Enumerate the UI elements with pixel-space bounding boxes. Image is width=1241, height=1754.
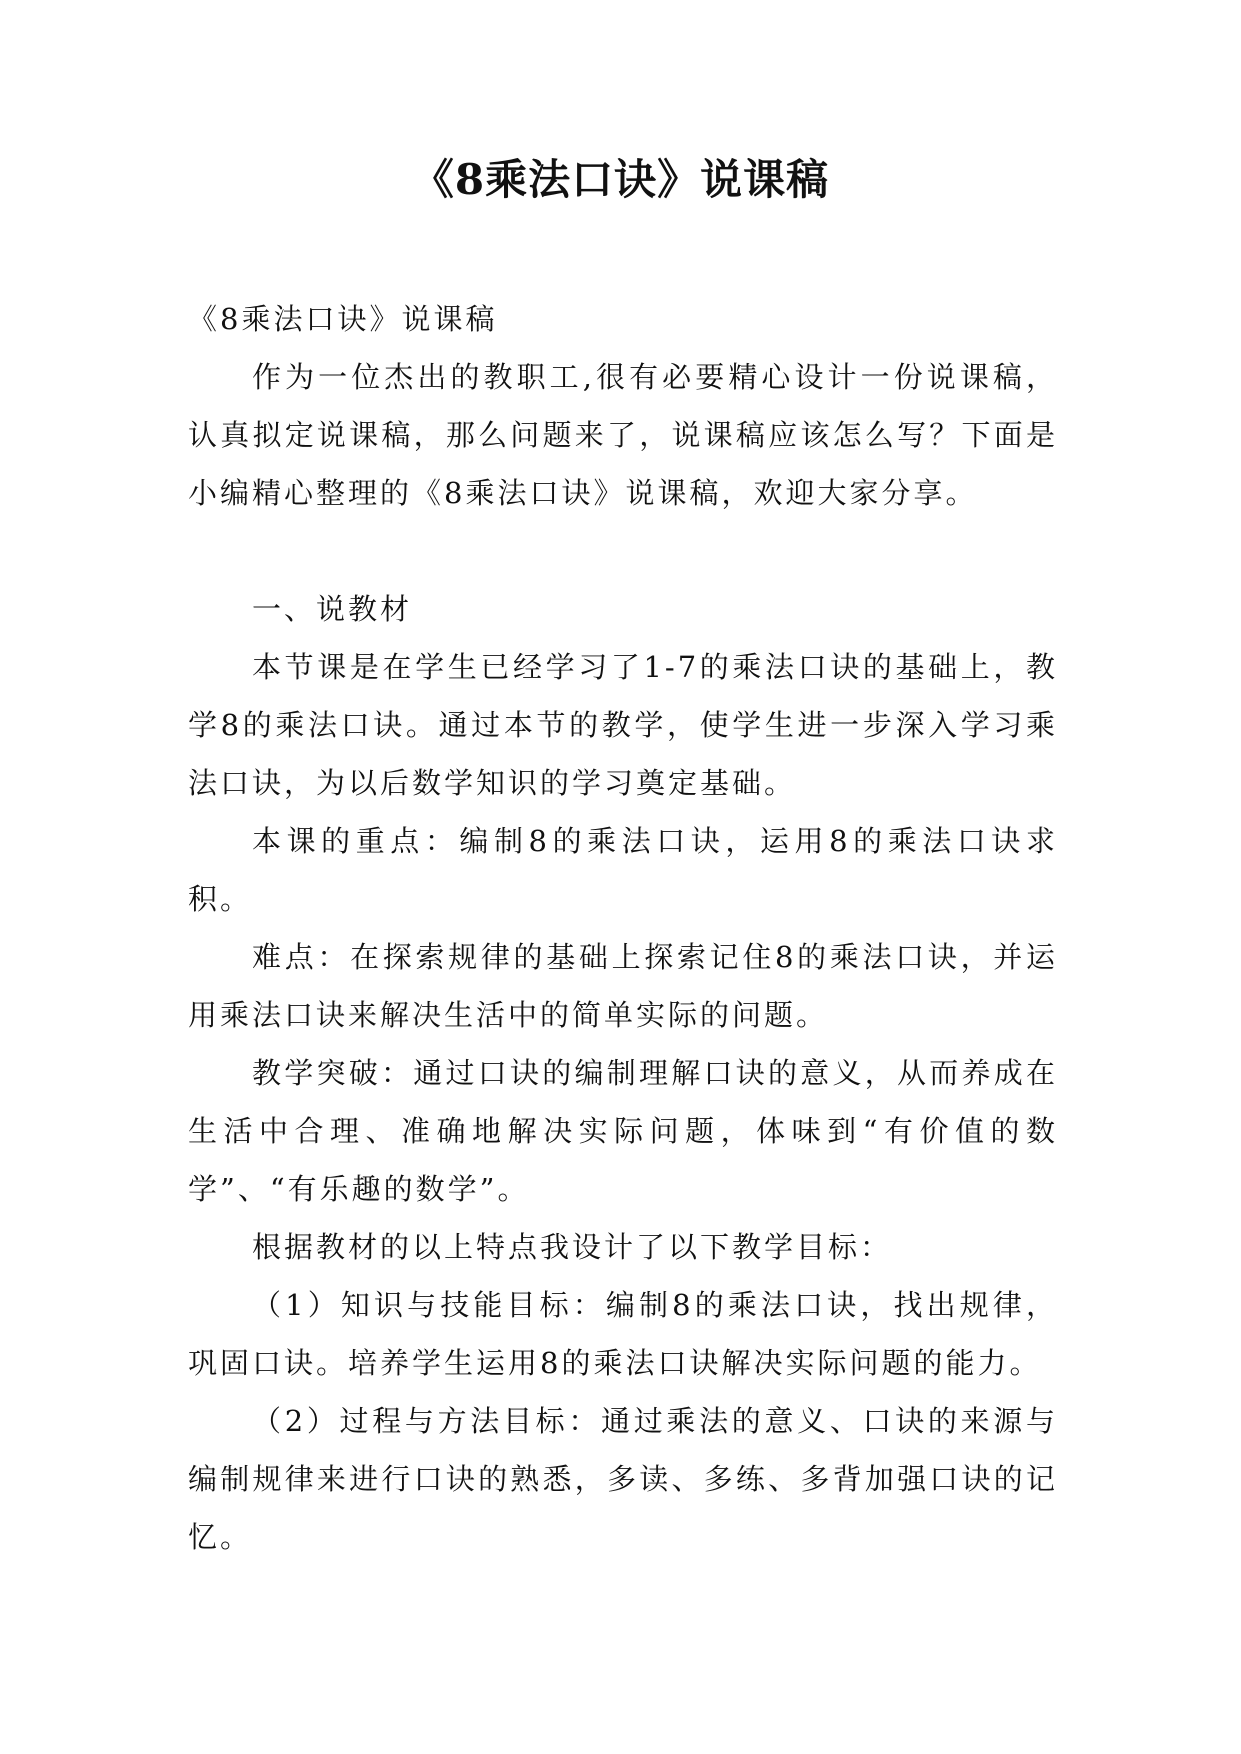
document-body — [188, 290, 1058, 1566]
document-title: 《8乘法口诀》说课稿 — [411, 155, 830, 204]
paragraph-textbook: 本节课是在学生已经学习了1-7的乘法口诀的基础上，教学8的乘法口诀。通过本节的教学，使学生进一步深入学习乘法口诀，为以后数学知识的学习奠定基础。 — [188, 650, 1058, 800]
paragraph-goal-2: （2）过程与方法目标：通过乘法的意义、口诀的来源与编制规律来进行口诀的熟悉，多读、多练、多背加强口诀的记忆。 — [188, 1404, 1058, 1554]
paragraph-subtitle: 《8乘法口诀》说课稿 — [188, 302, 498, 336]
section-heading: 一、说教材 — [252, 592, 413, 626]
paragraph-breakthrough: 教学突破：通过口诀的编制理解口诀的意义，从而养成在生活中合理、准确地解决实际问题，体味到“有价值的数学”、“有乐趣的数学”。 — [188, 1056, 1058, 1206]
paragraph-goals-intro: 根据教材的以上特点我设计了以下教学目标： — [252, 1230, 893, 1264]
paragraph-difficulty: 难点：在探索规律的基础上探索记住8的乘法口诀，并运用乘法口诀来解决生活中的简单实际的问题。 — [188, 940, 1058, 1032]
paragraph-key-point: 本课的重点：编制8的乘法口诀，运用8的乘法口诀求积。 — [188, 824, 1058, 916]
paragraph-spacer — [188, 522, 1058, 580]
paragraph-intro: 作为一位杰出的教职工,很有必要精心设计一份说课稿，认真拟定说课稿，那么问题来了，说课稿应该怎么写？下面是小编精心整理的《8乘法口诀》说课稿，欢迎大家分享。 — [188, 360, 1058, 510]
paragraph-goal-1: （1）知识与技能目标：编制8的乘法口诀，找出规律，巩固口诀。培养学生运用8的乘法口诀解决实际问题的能力。 — [188, 1288, 1058, 1380]
